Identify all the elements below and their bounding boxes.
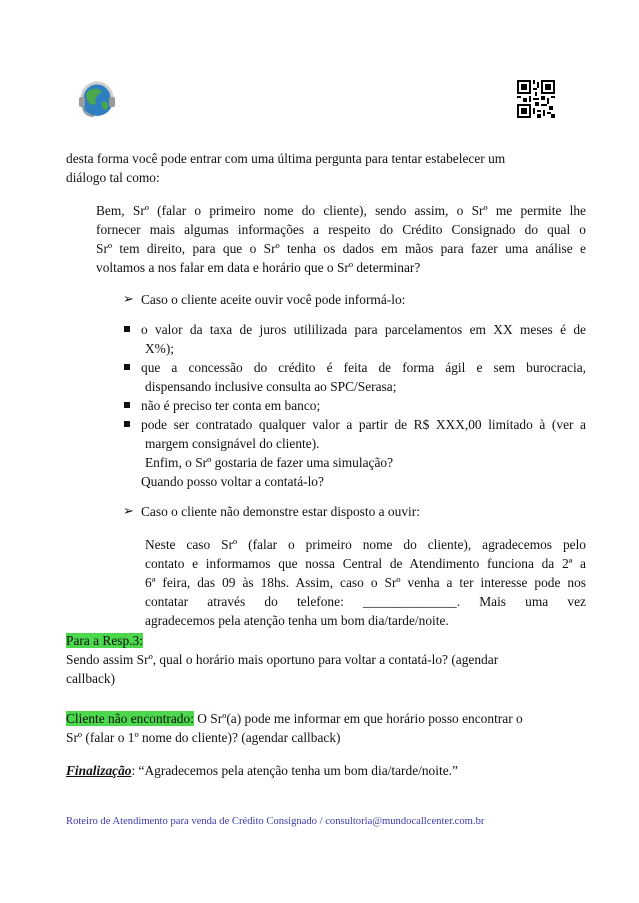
accept-item-2-line-1: que a concessão do crédito é feita de forma ágil e sem burocracia, xyxy=(141,360,586,375)
accept-closing-1: Enfim, o Srº gostaria de fazer uma simulação? xyxy=(145,455,394,470)
resp3-label xyxy=(66,632,143,649)
accept-closing-2: Quando posso voltar a contatá-lo? xyxy=(141,474,324,489)
not-found-line-1 xyxy=(66,710,523,727)
accept-item-3-line-1: não é preciso ter conta em banco; xyxy=(141,398,321,413)
logo-icon xyxy=(74,78,118,122)
refuse-line-3: 6ª feira, das 09 às 18hs. Assim, caso o Srº venha a ter interesse pode nos xyxy=(145,575,586,590)
not-found-text: O Srº(a) pode me informar em que horário posso encontrar o xyxy=(193,711,523,726)
not-found-line-2: Srº (falar o 1º nome do cliente)? (agendar callback) xyxy=(66,730,341,745)
qr-code-icon xyxy=(517,80,555,118)
arrow-bullet-icon: ➢ xyxy=(123,291,134,306)
resp3-line-1: Sendo assim Srº, qual o horário mais oportuno para voltar a contatá-lo? (agendar xyxy=(66,652,499,667)
refuse-line-2: contato e informamos que nossa Central de Atendimento funciona da 2ª a xyxy=(145,556,586,571)
case-refuse-title: Caso o cliente não demonstre estar disposto a ouvir: xyxy=(141,504,420,519)
resp3-highlight: Para a Resp.3: xyxy=(66,633,143,648)
quote-line-4: voltamos a nos falar em data e horário que o Srº determinar? xyxy=(96,260,421,275)
not-found-label: Cliente não encontrado: xyxy=(66,711,194,726)
quote-line-2: fornecer mais algumas informações a respeito do Crédito Consignado do qual o xyxy=(96,222,586,237)
final-text: : “Agradecemos pela atenção tenha um bom dia/tarde/noite.” xyxy=(131,763,458,778)
final-line xyxy=(66,762,458,779)
square-bullet-icon xyxy=(124,402,130,408)
accept-item-2-line-2: dispensando inclusive consulta ao SPC/Serasa; xyxy=(145,379,397,394)
footer-text: Roteiro de Atendimento para venda de Crédito Consignado / consultoria@mundocallcenter.com.br xyxy=(66,816,485,827)
case-accept-title: Caso o cliente aceite ouvir você pode informá-lo: xyxy=(141,292,406,307)
arrow-bullet-icon: ➢ xyxy=(123,503,134,518)
square-bullet-icon xyxy=(124,421,130,427)
refuse-line-1: Neste caso Srº (falar o primeiro nome do cliente), agradecemos pelo xyxy=(145,537,586,552)
intro-line-1: desta forma você pode entrar com uma última pergunta para tentar estabelecer um xyxy=(66,151,506,166)
resp3-line-2: callback) xyxy=(66,671,116,686)
accept-item-1-line-2: X%); xyxy=(145,341,175,356)
quote-line-1: Bem, Srº (falar o primeiro nome do cliente), sendo assim, o Srº me permite lhe xyxy=(96,203,586,218)
accept-item-1-line-1: o valor da taxa de juros utililizada para parcelamentos em XX meses é de xyxy=(141,322,586,337)
accept-item-4-line-1: pode ser contratado qualquer valor a partir de R$ XXX,00 limitado à (ver a xyxy=(141,417,586,432)
intro-line-2: diálogo tal como: xyxy=(66,170,160,185)
refuse-line-5: agradecemos pela atenção tenha um bom dia/tarde/noite. xyxy=(145,613,449,628)
refuse-line-4: contatar através do telefone: ______________. Mais uma vez xyxy=(145,594,586,609)
square-bullet-icon xyxy=(124,364,130,370)
final-label: Finalização xyxy=(66,763,132,778)
accept-item-4-line-2: margem consignável do cliente). xyxy=(145,436,320,451)
square-bullet-icon xyxy=(124,326,130,332)
quote-line-3: Srº tem direito, para que o Srº tenha os dados em mãos para fazer uma análise e xyxy=(96,241,586,256)
